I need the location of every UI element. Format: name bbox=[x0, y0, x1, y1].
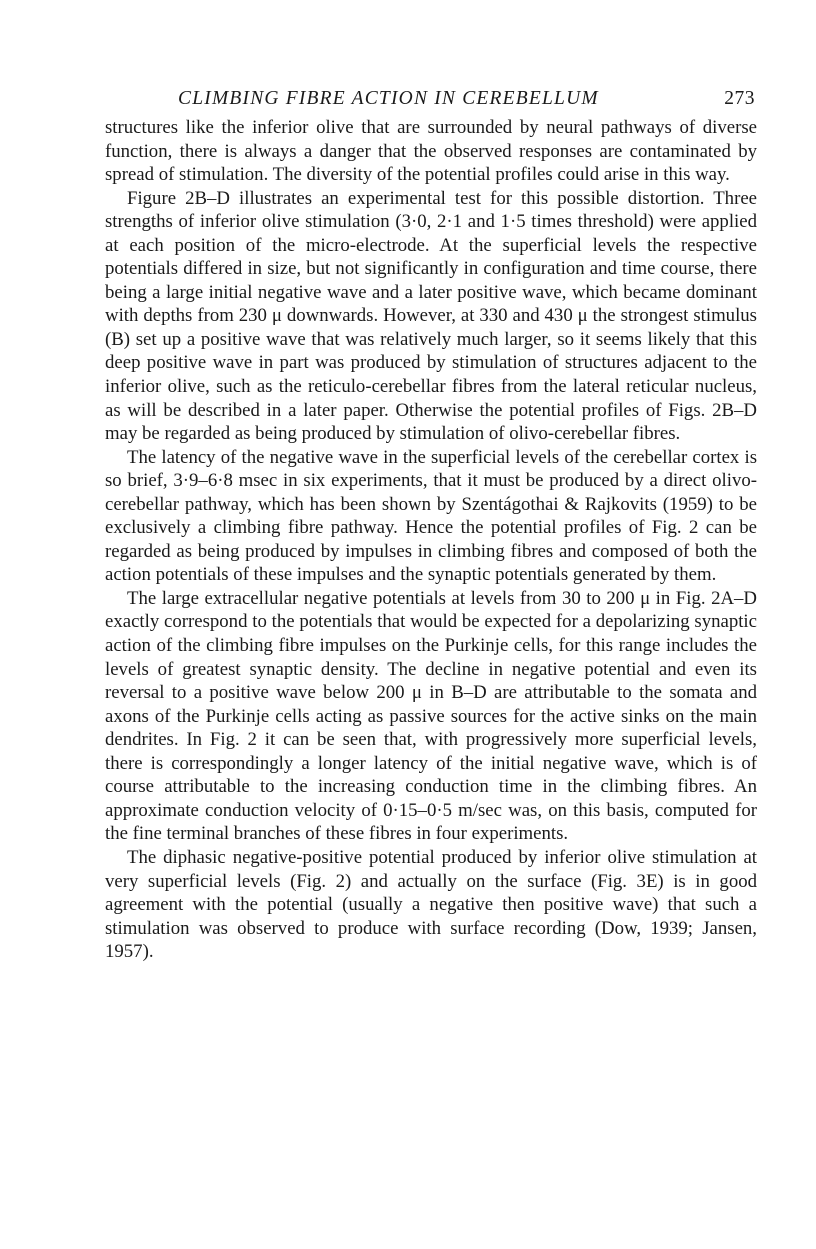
paragraph-diphasic-potential: The diphasic negative-positive potential produced by inferior olive stimulation at very superficial levels (Fig. 2) and actually on the surface (Fig. 3E) is in good agreement with the potential (usually a negative then positive wave) that such a stimulation was observed to produce with surface recording (Dow, 1939; Jansen, 1957). bbox=[105, 846, 757, 963]
journal-page bbox=[105, 82, 757, 964]
paragraph-experimental-test: Figure 2B–D illustrates an experimental test for this possible distortion. Three strengths of inferior olive stimulation (3·0, 2·1 and 1·5 times threshold) were applied at each position of the micro-electrode. At the superficial levels the respective potentials differed in size, but not significantly in configuration and time course, there being a large initial negative wave and a later positive wave, which became dominant with depths from 230 μ downwards. However, at 330 and 430 μ the strongest stimulus (B) set up a positive wave that was relatively much larger, so it seems likely that this deep positive wave in part was produced by stimulation of structures adjacent to the inferior olive, such as the reticulo-cerebellar fibres from the lateral reticular nucleus, as will be described in a later paper. Otherwise the potential profiles of Figs. 2B–D may be regarded as being produced by stimulation of olivo-cerebellar fibres. bbox=[105, 187, 757, 445]
body-text bbox=[105, 116, 757, 964]
running-title: CLIMBING FIBRE ACTION IN CEREBELLUM bbox=[178, 88, 599, 109]
page-number: 273 bbox=[724, 88, 755, 109]
paragraph-extracellular-potentials: The large extracellular negative potentials at levels from 30 to 200 μ in Fig. 2A–D exactly correspond to the potentials that would be expected for a depolarizing synaptic action of the climbing fibre impulses on the Purkinje cells, for this range includes the levels of greatest synaptic density. The decline in negative potential and even its reversal to a positive wave below 200 μ in B–D are attributable to the somata and axons of the Purkinje cells acting as passive sources for the active sinks on the main dendrites. In Fig. 2 it can be seen that, with progressively more superficial levels, there is correspondingly a longer latency of the initial negative wave, which is of course attributable to the increasing conduction time in the climbing fibres. An approximate conduction velocity of 0·15–0·5 m/sec was, on this basis, computed for the fine terminal branches of these fibres in four experiments. bbox=[105, 587, 757, 845]
paragraph-continuation: structures like the inferior olive that are surrounded by neural pathways of diverse function, there is always a danger that the observed responses are contaminated by spread of stimulation. The diversity of the potential profiles could arise in this way. bbox=[105, 117, 757, 186]
page-header bbox=[105, 82, 757, 116]
paragraph-latency: The latency of the negative wave in the superficial levels of the cerebellar cortex is so brief, 3·9–6·8 msec in six experiments, that it must be produced by a direct olivo-cerebellar pathway, which has been shown by Szentágothai & Rajkovits (1959) to be exclusively a climbing fibre pathway. Hence the potential profiles of Fig. 2 can be regarded as being produced by impulses in climbing fibres and composed of both the action potentials of these impulses and the synaptic potentials generated by them. bbox=[105, 446, 757, 586]
